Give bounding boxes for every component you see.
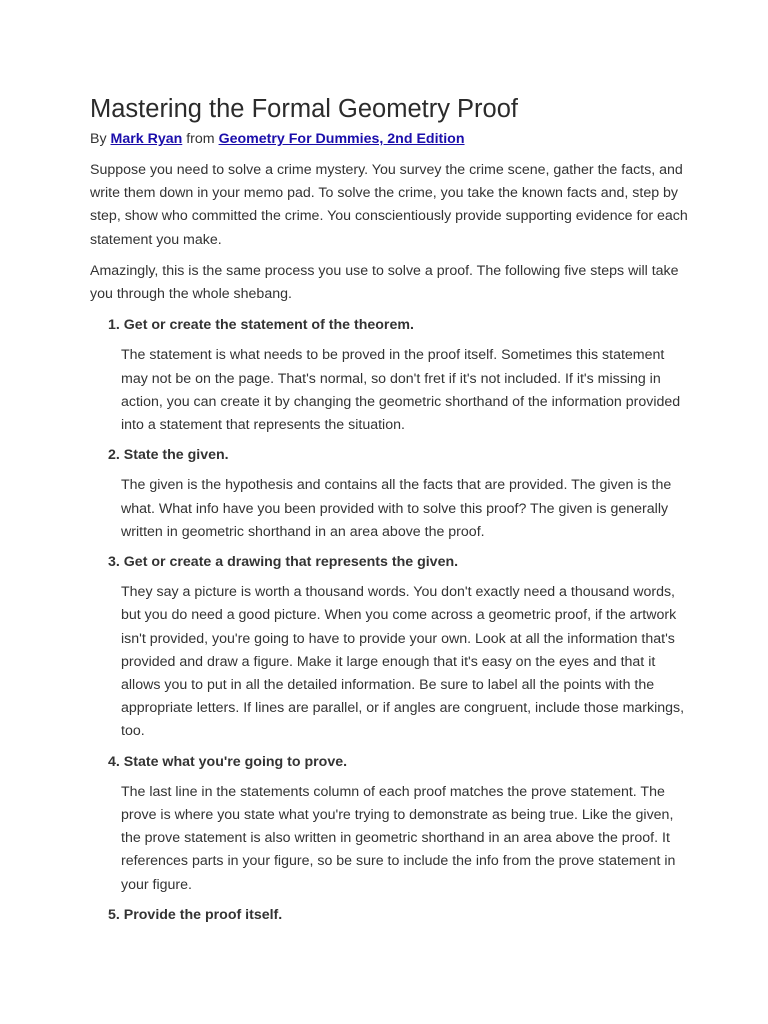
article-title: Mastering the Formal Geometry Proof xyxy=(90,95,518,123)
step-item-5 xyxy=(90,904,688,927)
author-link[interactable]: Mark Ryan xyxy=(110,131,183,147)
step-item-2 xyxy=(90,444,688,544)
step-item-4 xyxy=(90,751,688,897)
step-body: The given is the hypothesis and contains all the facts that are provided. The given is the what. What info have you been provided with to solve this proof? The given is generally written in geometric shorthand in an area above the proof. xyxy=(121,477,672,540)
intro-paragraph-1: Suppose you need to solve a crime mystery. You survey the crime scene, gather the facts, and write them down in your memo pad. To solve the crime, you take the known facts and, step by step, show who committed the crime. You conscientiously provide supporting evidence for each statement you make. xyxy=(90,162,688,248)
byline-from: from xyxy=(186,131,215,147)
step-title: 2. State the given. xyxy=(108,447,229,464)
step-title: 5. Provide the proof itself. xyxy=(108,906,283,923)
book-link[interactable]: Geometry For Dummies, 2nd Edition xyxy=(218,131,465,147)
step-item-3 xyxy=(90,551,688,744)
byline xyxy=(90,128,688,150)
step-title: 3. Get or create a drawing that represents the given. xyxy=(108,554,459,571)
steps-list xyxy=(90,314,688,927)
step-body: The last line in the statements column of each proof matches the prove statement. The prove is where you state what you're trying to demonstrate as being true. Like the given, the prove statement is also written in geometric shorthand in an area above the proof. It references parts in your figure, so be sure to include the info from the prove statement in your figure. xyxy=(121,783,676,893)
byline-by: By xyxy=(90,131,107,147)
step-item-1 xyxy=(90,314,688,437)
step-title: 1. Get or create the statement of the theorem. xyxy=(108,317,414,334)
step-body: The statement is what needs to be proved in the proof itself. Sometimes this statement may not be on the page. That's normal, so don't fret if it's not included. If it's missing in action, you can create it by changing the geometric shorthand of the information provided into a statement that represents the situation. xyxy=(121,347,681,434)
intro-paragraph-2: Amazingly, this is the same process you use to solve a proof. The following five steps will take you through the whole shebang. xyxy=(90,262,679,303)
step-body: They say a picture is worth a thousand words. You don't exactly need a thousand words, but you do need a good picture. When you come across a geometric proof, if the artwork isn't provided, you're going to have to provide your own. Look at all the information that's provided and draw a figure. Make it large enough that it's easy on the eyes and that it allows you to put in all the detailed information. Be sure to label all the points with the appropriate letters. If lines are parallel, or if angles are congruent, include those markings, too. xyxy=(121,584,685,740)
step-title: 4. State what you're going to prove. xyxy=(108,753,348,770)
